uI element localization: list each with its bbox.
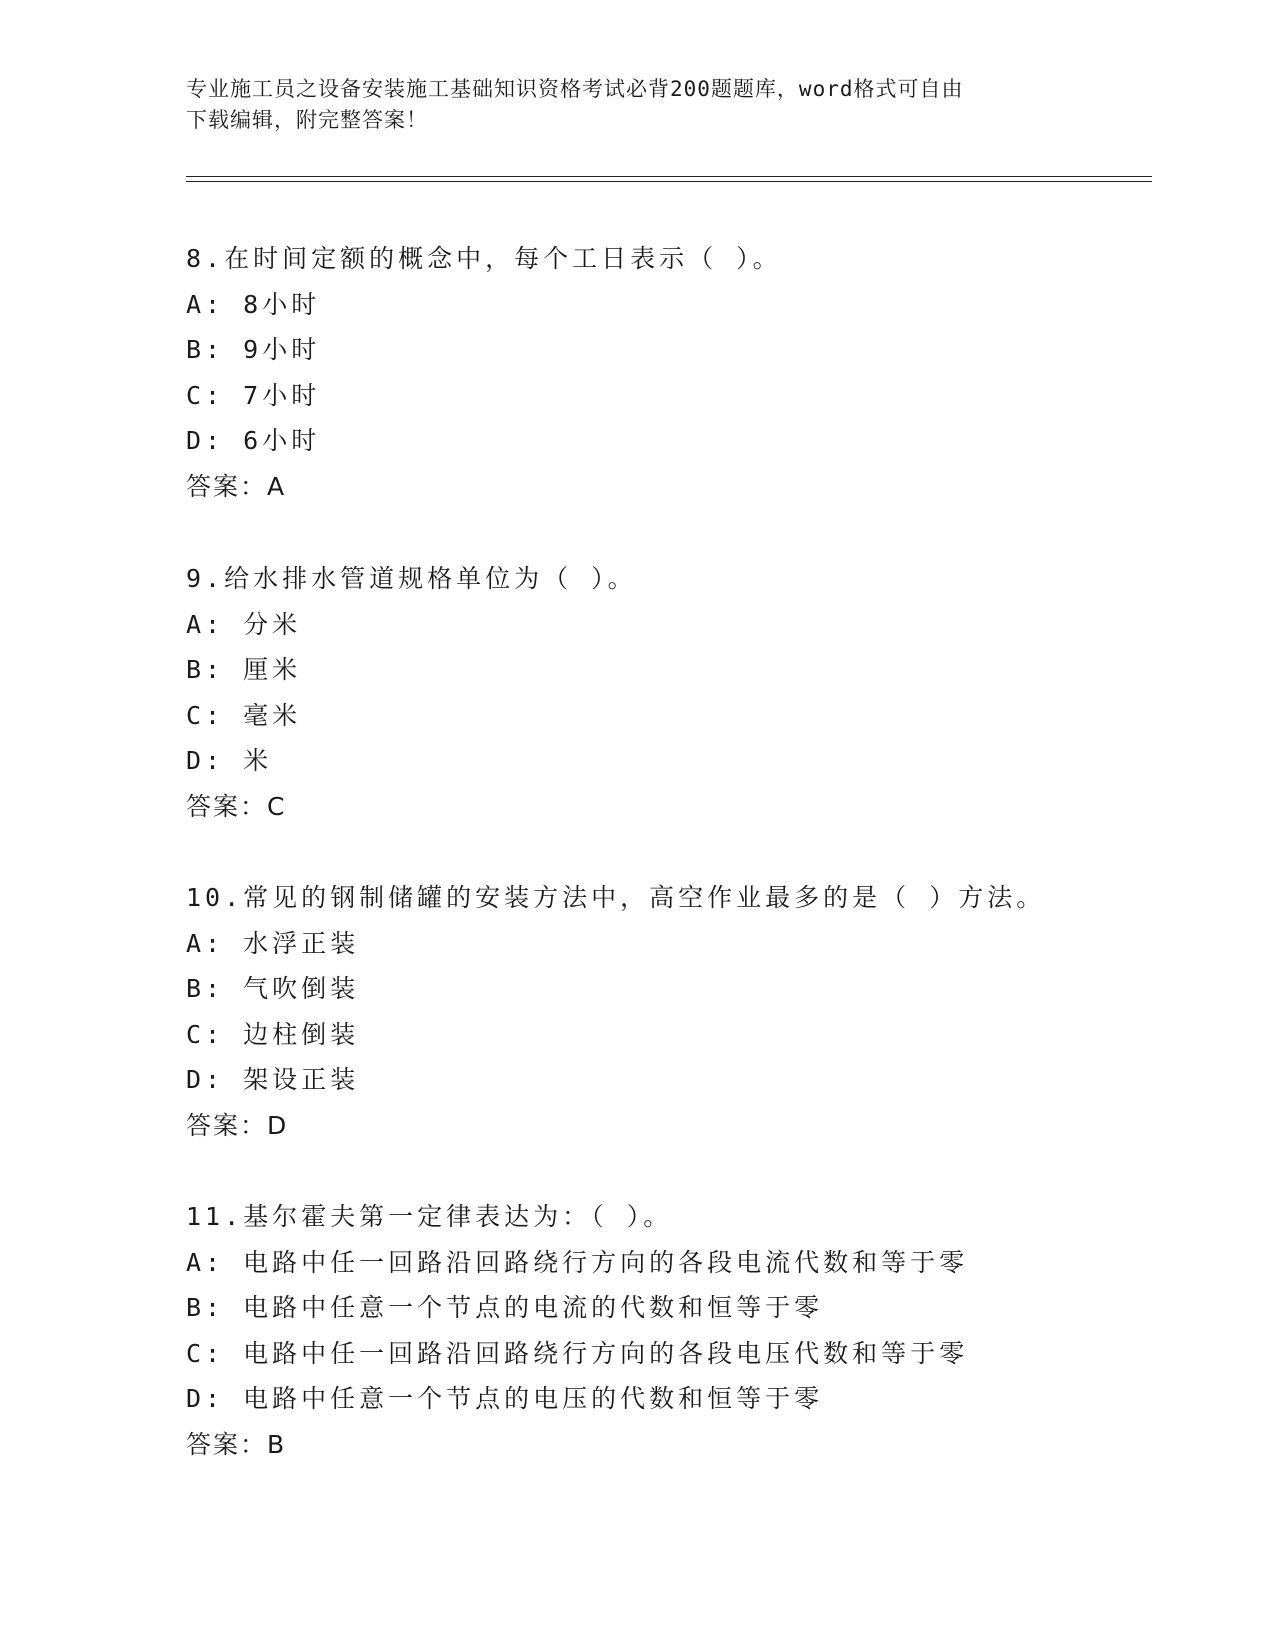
question-stem: 9.给水排水管道规格单位为（ ）。 xyxy=(186,564,637,593)
option-d: D: 米 xyxy=(186,746,273,775)
answer: 答案：D xyxy=(186,1110,289,1140)
question-block xyxy=(186,556,1186,829)
option-b: B: 9小时 xyxy=(186,335,321,364)
question-stem: 10.常见的钢制储罐的安装方法中，高空作业最多的是（ ）方法。 xyxy=(186,883,1046,912)
option-c: C: 毫米 xyxy=(186,700,302,730)
option-d: D: 架设正装 xyxy=(186,1065,360,1094)
option-b: B: 电路中任意一个节点的电流的代数和恒等于零 xyxy=(186,1293,824,1322)
option-b: B: 气吹倒装 xyxy=(186,974,360,1003)
option-c: C: 7小时 xyxy=(186,380,321,410)
option-a: A: 水浮正装 xyxy=(186,928,360,958)
option-d: D: 电路中任意一个节点的电压的代数和恒等于零 xyxy=(186,1384,824,1413)
option-c: C: 边柱倒装 xyxy=(186,1019,360,1049)
header-line-2: 下载编辑，附完整答案！ xyxy=(186,108,428,132)
option-a: A: 8小时 xyxy=(186,289,321,319)
answer: 答案：A xyxy=(186,471,287,501)
option-d: D: 6小时 xyxy=(186,426,321,455)
option-a: A: 分米 xyxy=(186,609,302,639)
header-divider-top xyxy=(186,176,1152,177)
option-a: A: 电路中任一回路沿回路绕行方向的各段电流代数和等于零 xyxy=(186,1247,969,1277)
question-block xyxy=(186,875,1186,1148)
option-b: B: 厘米 xyxy=(186,655,302,684)
answer: 答案：B xyxy=(186,1429,287,1459)
question-block xyxy=(186,1194,1186,1467)
header-line-1: 专业施工员之设备安装施工基础知识资格考试必背200题题库，word格式可自由 xyxy=(186,77,964,101)
question-stem: 11.基尔霍夫第一定律表达为：（ ）。 xyxy=(186,1202,673,1231)
header-divider-bottom xyxy=(186,181,1152,182)
document-header xyxy=(186,74,1066,136)
question-block xyxy=(186,236,1186,509)
question-stem: 8.在时间定额的概念中，每个工日表示（ ）。 xyxy=(186,244,782,273)
option-c: C: 电路中任一回路沿回路绕行方向的各段电压代数和等于零 xyxy=(186,1338,969,1368)
answer: 答案：C xyxy=(186,791,287,821)
